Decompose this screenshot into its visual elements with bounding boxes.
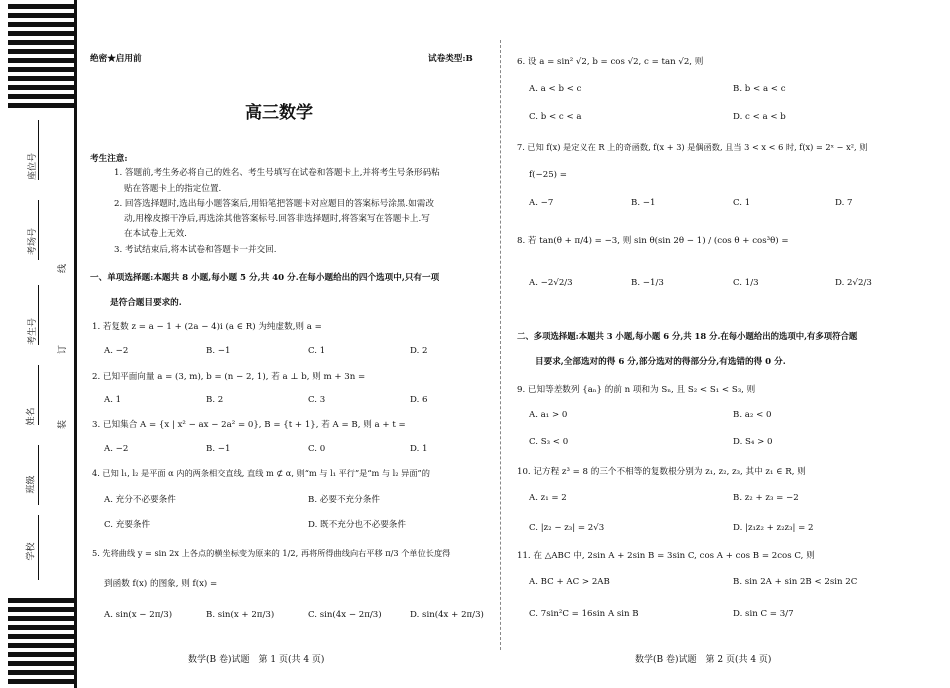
option-c: C. 0 xyxy=(308,444,326,454)
option-b: B. −1 xyxy=(631,198,656,208)
binding-stripe xyxy=(8,31,76,36)
option-d: D. 1 xyxy=(410,444,428,454)
margin-zhuang-mark: 装 xyxy=(58,419,69,430)
option-a: A. 充分不必要条件 xyxy=(104,495,176,505)
binding-stripe xyxy=(8,40,76,45)
secret-label: 绝密★启用前 xyxy=(90,54,142,64)
section-2-heading-cont: 目要求,全部选对的得 6 分,部分选对的得部分分,有选错的得 0 分. xyxy=(535,357,786,367)
option-a: A. −2 xyxy=(104,346,129,356)
option-b: B. a₂ < 0 xyxy=(733,410,772,420)
margin-line xyxy=(38,285,39,345)
section-2-heading: 二、多项选择题:本题共 3 小题,每小题 6 分,共 18 分.在每小题给出的选项中,有多项符合题 xyxy=(517,331,858,341)
margin-name-label: 姓名 xyxy=(26,407,37,426)
binding-stripe xyxy=(8,652,76,657)
option-b: B. 必要不充分条件 xyxy=(308,495,380,505)
exam-title: 高三数学 xyxy=(245,103,313,123)
option-b: B. sin 2A + sin 2B < 2sin 2C xyxy=(733,577,858,587)
margin-ding-mark: 订 xyxy=(58,344,69,355)
margin-exam-room-label: 考场号 xyxy=(28,227,39,256)
binding-stripe xyxy=(8,598,76,603)
note-line: 贴在答题卡上的指定位置. xyxy=(124,184,222,194)
option-c: C. 1/3 xyxy=(733,278,759,288)
section-1-heading-cont: 是符合题目要求的. xyxy=(110,298,182,308)
question-4: 4. 已知 l₁, l₂ 是平面 α 内的两条相交直线, 直线 m ⊄ α, 则“m 与 l₁ 平行”是“m 与 l₂ 异面”的 xyxy=(92,468,430,478)
binding-stripe xyxy=(8,13,76,18)
binding-stripe xyxy=(8,4,76,9)
binding-line xyxy=(74,0,77,688)
option-c: C. S₃ < 0 xyxy=(529,437,569,447)
option-d: D. 7 xyxy=(835,198,853,208)
question-9: 9. 已知等差数列 {aₙ} 的前 n 项和为 Sₙ, 且 S₂ < S₁ < S₃, 则 xyxy=(517,385,756,395)
option-d: D. |z₁z₂ + z₂z₃| = 2 xyxy=(733,523,814,533)
option-a: A. z₁ = 2 xyxy=(529,493,567,503)
option-c: C. 7sin²C = 16sin A sin B xyxy=(529,609,639,619)
page-2 xyxy=(515,0,915,688)
question-1: 1. 若复数 z = a − 1 + (2a − 4)i (a ∈ R) 为纯虚数,则 a = xyxy=(92,322,322,332)
option-d: D. c < a < b xyxy=(733,112,786,122)
margin-exam-no-label: 考生号 xyxy=(28,317,39,346)
question-5-cont: 到函数 f(x) 的图象, 则 f(x) = xyxy=(104,579,218,589)
margin-line xyxy=(38,120,39,180)
note-line: 2. 回答选择题时,选出每小题答案后,用铅笔把答题卡对应题目的答案标号涂黑.如需改 xyxy=(114,199,434,209)
question-10: 10. 记方程 z³ = 8 的三个不相等的复数根分别为 z₁, z₂, z₃, 其中 z₁ ∈ R, 则 xyxy=(517,467,806,477)
question-6: 6. 设 a = sin² √2, b = cos √2, c = tan √2, 则 xyxy=(517,57,704,67)
option-a: A. 1 xyxy=(104,395,122,405)
option-a: A. sin(x − 2π/3) xyxy=(104,610,173,620)
binding-stripe xyxy=(8,661,76,666)
option-a: A. −2 xyxy=(104,444,129,454)
margin-seat-label: 座位号 xyxy=(28,152,39,181)
binding-stripe xyxy=(8,22,76,27)
page-2-footer: 数学(B 卷)试题 第 2 页(共 4 页) xyxy=(635,655,772,665)
binding-stripe xyxy=(8,679,76,684)
margin-line xyxy=(38,445,39,505)
binding-stripe xyxy=(8,76,76,81)
note-line: 1. 答题前,考生务必将自己的姓名、考生号填写在试卷和答题卡上,并将考生号条形码粘 xyxy=(114,168,440,178)
option-c: C. |z₂ − z₃| = 2√3 xyxy=(529,523,605,533)
page-divider xyxy=(500,40,502,650)
question-7-cont: f(−25) = xyxy=(529,170,567,180)
margin-class-label: 班级 xyxy=(26,475,37,494)
binding-stripe xyxy=(8,94,76,99)
option-c: C. 1 xyxy=(733,198,751,208)
option-b: B. −1 xyxy=(206,346,231,356)
page-1-footer: 数学(B 卷)试题 第 1 页(共 4 页) xyxy=(188,655,325,665)
question-5: 5. 先将曲线 y = sin 2x 上各点的横坐标变为原来的 1/2, 再将所得曲线向右平移 π/3 个单位长度得 xyxy=(92,548,451,558)
notes-title: 考生注意: xyxy=(90,154,128,164)
option-d: D. 既不充分也不必要条件 xyxy=(308,520,406,530)
binding-stripe xyxy=(8,58,76,63)
paper-type: 试卷类型:B xyxy=(428,54,473,64)
option-a: A. a < b < c xyxy=(529,84,582,94)
option-c: C. 3 xyxy=(308,395,326,405)
option-a: A. −7 xyxy=(529,198,554,208)
question-11: 11. 在 △ABC 中, 2sin A + 2sin B = 3sin C, cos A + cos B = 2cos C, 则 xyxy=(517,551,815,561)
option-c: C. 1 xyxy=(308,346,326,356)
margin-line xyxy=(38,200,39,260)
binding-stripe xyxy=(8,634,76,639)
option-d: D. 2√2/3 xyxy=(835,278,872,288)
question-8: 8. 若 tan(θ + π/4) = −3, 则 sin θ(sin 2θ − 1) / (cos θ + cos³θ) = xyxy=(517,236,789,246)
option-b: B. sin(x + 2π/3) xyxy=(206,610,275,620)
option-d: D. sin C = 3/7 xyxy=(733,609,794,619)
option-d: D. S₄ > 0 xyxy=(733,437,773,447)
binding-stripe xyxy=(8,670,76,675)
binding-stripe xyxy=(8,616,76,621)
question-2: 2. 已知平面向量 a = (3, m), b = (n − 2, 1), 若 a ⊥ b, 则 m + 3n = xyxy=(92,372,366,382)
binding-stripe xyxy=(8,85,76,90)
binding-stripe xyxy=(8,607,76,612)
option-a: A. a₁ > 0 xyxy=(529,410,568,420)
margin-line xyxy=(38,515,39,580)
margin-line xyxy=(38,365,39,425)
option-d: D. 6 xyxy=(410,395,428,405)
option-c: C. b < c < a xyxy=(529,112,582,122)
option-b: B. −1/3 xyxy=(631,278,664,288)
page-1 xyxy=(88,0,488,688)
binding-stripe xyxy=(8,103,76,108)
option-c: C. sin(4x − 2π/3) xyxy=(308,610,382,620)
note-line: 动,用橡皮擦干净后,再选涂其他答案标号.回答非选择题时,将答案写在答题卡上.写 xyxy=(124,214,430,224)
option-b: B. −1 xyxy=(206,444,231,454)
question-3: 3. 已知集合 A = {x | x² − ax − 2a² = 0}, B = {t + 1}, 若 A = B, 则 a + t = xyxy=(92,420,406,430)
margin-school-label: 学校 xyxy=(26,542,37,561)
question-7: 7. 已知 f(x) 是定义在 R 上的奇函数, f(x + 3) 是偶函数, 且当 3 < x < 6 时, f(x) = 2ˣ − x², 则 xyxy=(517,142,868,152)
note-line: 3. 考试结束后,将本试卷和答题卡一并交回. xyxy=(114,245,277,255)
option-d: D. sin(4x + 2π/3) xyxy=(410,610,484,620)
binding-stripe xyxy=(8,49,76,54)
binding-stripe xyxy=(8,67,76,72)
section-1-heading: 一、单项选择题:本题共 8 小题,每小题 5 分,共 40 分.在每小题给出的四个选项中,只有一项 xyxy=(90,273,440,283)
note-line: 在本试卷上无效. xyxy=(124,229,187,239)
option-c: C. 充要条件 xyxy=(104,520,151,530)
binding-stripe xyxy=(8,625,76,630)
binding-stripe xyxy=(8,643,76,648)
margin-line-mark: 线 xyxy=(58,263,69,274)
option-b: B. b < a < c xyxy=(733,84,786,94)
option-a: A. −2√2/3 xyxy=(529,278,573,288)
option-d: D. 2 xyxy=(410,346,428,356)
option-b: B. 2 xyxy=(206,395,224,405)
option-b: B. z₂ + z₃ = −2 xyxy=(733,493,799,503)
option-a: A. BC + AC > 2AB xyxy=(529,577,610,587)
